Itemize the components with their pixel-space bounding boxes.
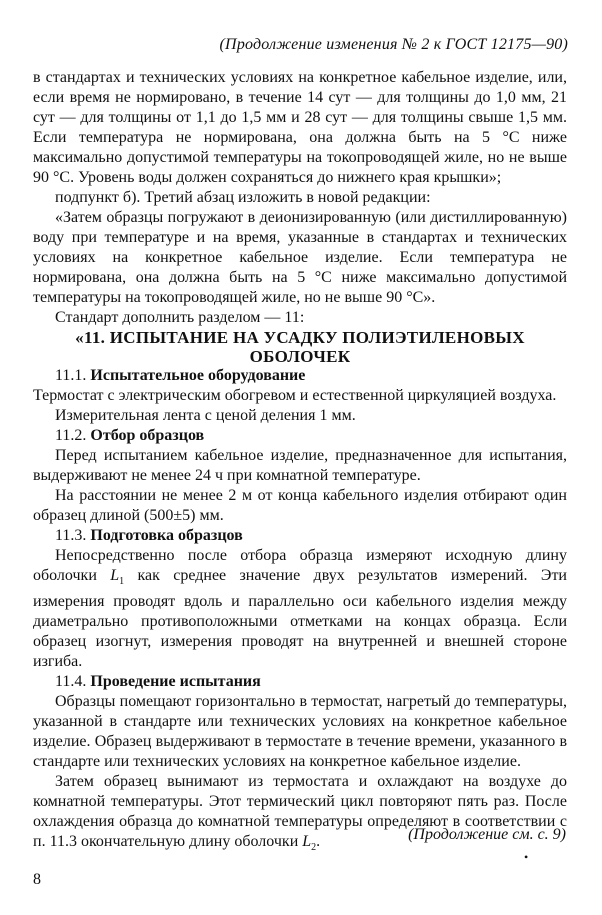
paragraph	[33, 546, 567, 672]
subsection-heading	[33, 672, 567, 692]
text-run: как среднее значение двух результатов измерений. Эти измерения проводят вдоль и параллельно оси кабельного изделия между диаметрально противоположными отметками на концах образца. Если образец изогнут, измерения проводят на внутренней и внешней стороне изгиба.	[33, 567, 567, 671]
subsection-title: Отбор образцов	[90, 427, 205, 444]
paragraph: Термостат с электрическим обогревом и естественной циркуляцией воздуха.	[33, 387, 557, 404]
subsection-title: Подготовка образцов	[90, 527, 243, 544]
text-run: .	[316, 833, 321, 851]
subsection-heading	[33, 526, 567, 546]
paragraph: в стандартах и технических условиях на конкретное кабельное изделие, или, если время не нормировано, в течение 14 сут — для толщины до 1,0 мм, 21 сут — для толщины от 1,1 до 1,5 мм и 28 сут — для толщины свыше 1,5 мм. Если температура не нормирована, она должна быть на 5 °С ниже максимально допустимой температуры на токопроводящей жиле, но не выше 90 °С. Уровень воды должен сохраняться до нижнего края крышки»;	[33, 69, 567, 186]
subsection-number: 11.4.	[55, 673, 87, 691]
stray-mark: •	[524, 850, 529, 864]
subsection-number: 11.1.	[55, 367, 87, 384]
page-number: 8	[33, 871, 41, 888]
subsection-title: Испытательное оборудование	[90, 367, 306, 384]
paragraph: Стандарт дополнить разделом — 11:	[55, 309, 305, 326]
text-run: Затем образец вынимают из термостата и охлаждают на воздухе до комнатной температуры. Этот термический цикл повторяют пять раз. После охлаждения образца до комнатной температуры определяют в соответствии с п. 11.3 окончательную длину оболочки	[33, 773, 567, 851]
text-run: Непосредственно после отбора образца измеряют исходную длину оболочки	[33, 547, 567, 584]
variable-L: L	[302, 833, 312, 851]
subsection-title: Проведение испытания	[90, 673, 261, 691]
paragraph: «Затем образцы погружают в деионизированную (или дистиллированную) воду при температуре и на время, указанные в стандартах и технических условиях на конкретное кабельное изделие. Если температура не нормирована, она должна быть на 5 °С ниже максимально допустимой температуры на токопроводящей жиле, но не выше 90 °С».	[33, 209, 567, 306]
subsection-heading	[33, 426, 567, 446]
paragraph: подпункт б). Третий абзац изложить в новой редакции:	[55, 189, 431, 206]
subsection-heading	[33, 366, 567, 386]
paragraph: Измерительная лента с ценой деления 1 мм.	[55, 407, 356, 424]
paragraph: Перед испытанием кабельное изделие, предназначенное для испытания, выдерживают не менее 24 ч при комнатной температуре.	[33, 447, 567, 484]
variable-subscript: 2	[311, 842, 317, 854]
section-title: «11. ИСПЫТАНИЕ НА УСАДКУ ПОЛИЭТИЛЕНОВЫХ ОБОЛОЧЕК	[75, 328, 525, 366]
document-body	[33, 68, 567, 858]
paragraph: На расстоянии не менее 2 м от конца кабельного изделия отбирают один образец длиной (500±5) мм.	[33, 487, 567, 524]
paragraph	[33, 772, 567, 858]
subsection-number: 11.3.	[55, 527, 87, 544]
continuation-note: (Продолжение см. с. 9)	[408, 826, 566, 843]
paragraph: Образцы помещают горизонтально в термостат, нагретый до температуры, указанной в стандарте или технических условиях на конкретное кабельное изделие. Образец выдерживают в термостате в течение времени, указанного в стандарте или технических условиях на конкретное кабельное изделие.	[33, 693, 567, 771]
running-header: (Продолжение изменения № 2 к ГОСТ 12175—90)	[219, 36, 568, 53]
subsection-number: 11.2.	[55, 427, 87, 444]
variable-L: L	[110, 567, 120, 584]
variable-subscript: 1	[119, 576, 125, 588]
